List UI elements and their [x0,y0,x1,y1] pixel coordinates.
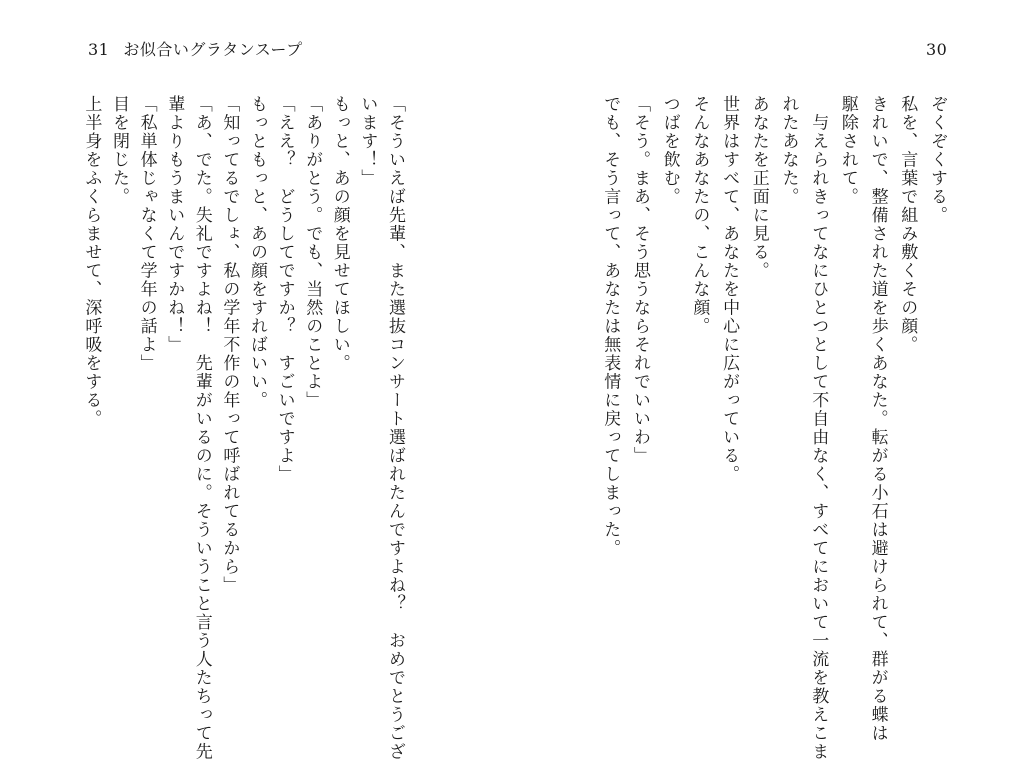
text-line: 私を、言葉で組み敷くその顔。 [897,95,918,354]
right-page-text [592,95,952,761]
left-page-number: 31 [88,40,110,59]
text-line: あなたを正面に見る。 [748,95,769,280]
text-line: 与えられきってなにひとつとして不自由なく、すべてにおいて一流を教えこま [808,95,829,761]
text-line: 「知ってるでしょ、私の学年不作の年って呼ばれてるから」 [219,95,240,595]
left-page-header [88,40,303,60]
text-line: 「そう。まあ、そう思うならそれでいいわ」 [630,95,650,465]
text-line: れたあなた。 [778,95,799,206]
text-line: 上半身をふくらませて、深呼吸をする。 [81,95,102,428]
text-line: 駆除されて。 [837,95,858,206]
left-page-text [80,95,440,761]
text-line: つばを飲む。 [659,95,680,206]
text-line: 世界はすべて、あなたを中心に広がっている。 [719,95,740,484]
running-title: お似合いグラタンスープ [123,40,303,59]
text-line: 「あ、でた。失礼ですよね！ 先輩がいるのに。そういうこと言う人たちって先 [191,95,212,761]
text-line: 「私単体じゃなくて学年の話よ」 [136,95,157,373]
text-line: もっともっと、あの顔をすればいい。 [247,95,267,410]
text-line: 「ありがとう。でも、当然のことよ」 [302,95,323,410]
text-line: きれいで、整備された道を歩くあなた。転がる小石は避けられて、群がる蝶は [867,95,888,743]
text-line: そんなあなたの、こんな顔。 [689,95,710,336]
text-line: 輩よりもうまいんですかね！」 [164,95,185,354]
text-line: もっと、あの顔を見せてほしい。 [329,95,350,373]
text-line: います！」 [357,95,378,188]
text-line: 目を閉じた。 [109,95,129,206]
text-line: でも、そう言って、あなたは無表情に戻ってしまった。 [600,95,621,558]
text-line: 「ええ？ どうしてですか？ すごいですよ」 [274,95,295,484]
text-line: ぞくぞくする。 [927,95,947,225]
right-page-number: 30 [926,40,948,59]
text-line: 「そういえば先輩、また選抜コンサート選ばれたんですよね？ おめでとうござ [385,95,405,761]
